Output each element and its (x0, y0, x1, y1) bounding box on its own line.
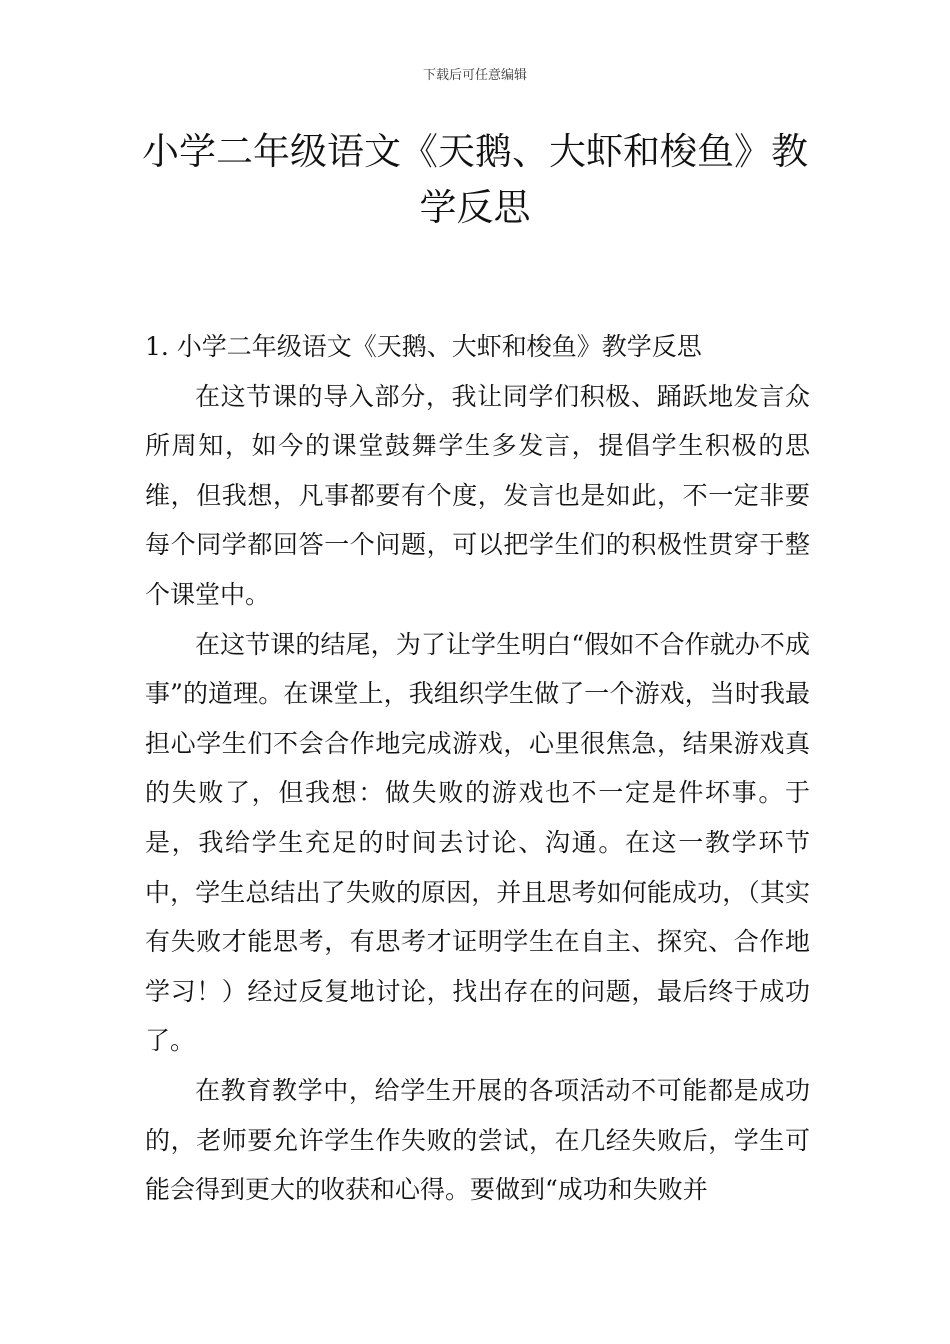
paragraph-1: 在这节课的导入部分，我让同学们积极、踊跃地发言众所周知，如今的课堂鼓舞学生多发言，提倡学生积极的思维，但我想，凡事都要有个度，发言也是如此，不一定非要每个同学都回答一个问题，可以把学生们的积极性贯穿于整个课堂中。 (145, 381, 810, 609)
paragraph-2: 在这节课的结尾，为了让学生明白“假如不合作就办不成事”的道理。在课堂上，我组织学生做了一个游戏，当时我最担心学生们不会合作地完成游戏，心里很焦急，结果游戏真的失败了，但我想：做失败的游戏也不一定是件坏事。于是，我给学生充足的时间去讨论、沟通。在这一教学环节中，学生总结出了失败的原因，并且思考如何能成功，（其实有失败才能思考，有思考才证明学生在自主、探究、合作地学习！）经过反复地讨论，找出存在的问题，最后终于成功了。 (145, 629, 810, 1056)
section-heading: 1. 小学二年级语文《天鹅、大虾和梭鱼》教学反思 (145, 332, 702, 361)
paragraph-3: 在教育教学中，给学生开展的各项活动不可能都是成功的，老师要允许学生作失败的尝试，在几经失败后，学生可能会得到更大的收获和心得。要做到“成功和失败并 (145, 1075, 810, 1205)
document-title: 小学二年级语文《天鹅、大虾和梭鱼》教学反思 (142, 130, 808, 229)
header-note: 下载后可任意编辑 (422, 68, 527, 83)
document-body (145, 322, 810, 1215)
